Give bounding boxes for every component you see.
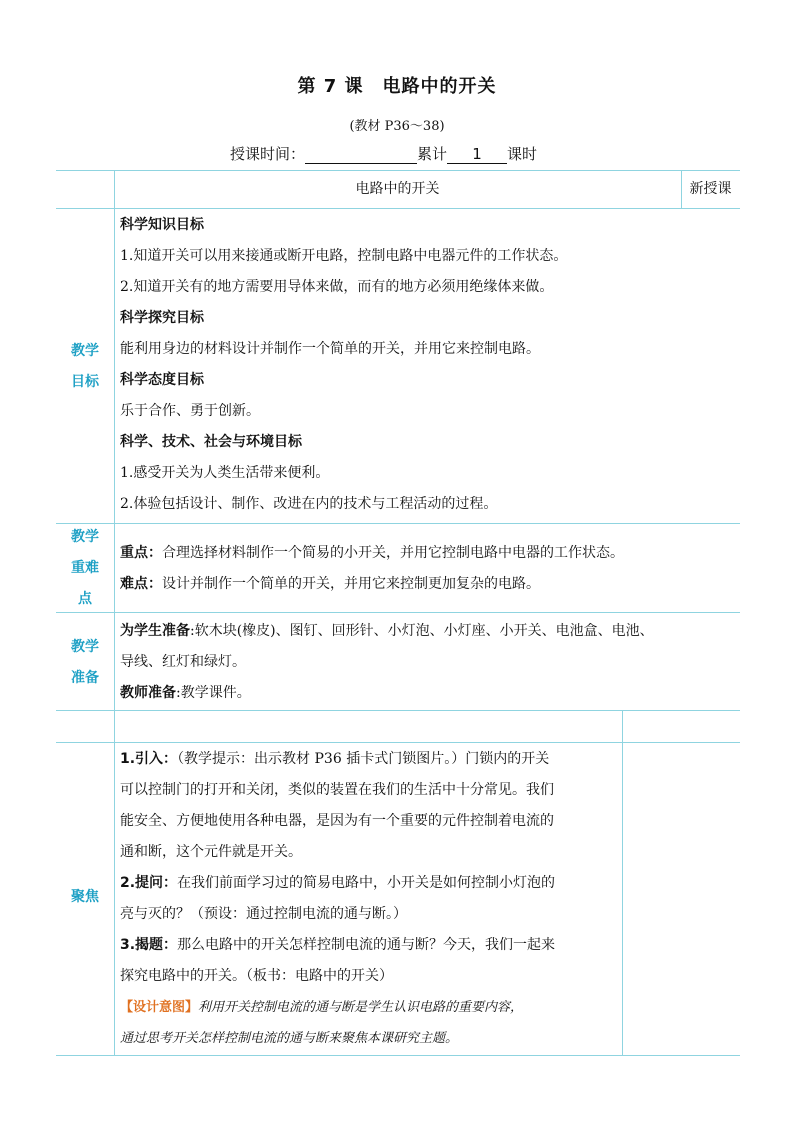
focus-label: 聚焦 xyxy=(71,889,99,905)
topic-cell: 电路中的开关 xyxy=(355,181,440,197)
intro-label: 1.引入： xyxy=(120,751,178,767)
intro-text: 可以控制门的打开和关闭，类似的装置在我们的生活中十分常见。我们 xyxy=(120,782,554,798)
design-intent-text: 通过思考开关怎样控制电流的通与断来聚焦本课研究主题。 xyxy=(120,1031,459,1046)
hours-label: 课时 xyxy=(507,145,538,163)
design-intent-tag: 【设计意图】 xyxy=(120,1000,199,1015)
reveal-text: 探究电路中的开关。（板书：电路中的开关） xyxy=(120,968,393,984)
table-line xyxy=(56,710,740,711)
lesson-title: 第 7 课 电路中的开关 xyxy=(297,76,497,97)
objectives-label xyxy=(56,336,114,398)
table-line xyxy=(114,170,115,1055)
time-label: 授课时间： xyxy=(230,145,306,163)
table-line xyxy=(56,170,740,171)
lesson-time-line xyxy=(230,143,537,164)
objectives-label-line: 目标 xyxy=(71,374,99,390)
table-line xyxy=(56,612,740,613)
objective-line: 1.知道开关可以用来接通或断开电路，控制电路中电器元件的工作状态。 xyxy=(120,248,568,264)
objective-line: 能利用身边的材料设计并制作一个简单的开关，并用它来控制电路。 xyxy=(120,341,540,357)
sts-heading: 科学、技术、社会与环境目标 xyxy=(120,434,302,450)
intro-text: 通和断，这个元件就是开关。 xyxy=(120,844,302,860)
table-line xyxy=(56,742,740,743)
objective-line: 2.知道开关有的地方需要用导体来做，而有的地方必须用绝缘体来做。 xyxy=(120,279,554,295)
table-line xyxy=(56,1055,740,1056)
question-text: 在我们前面学习过的简易电路中，小开关是如何控制小灯泡的 xyxy=(177,875,556,891)
textbook-pages: (教材 P36～38) xyxy=(349,119,445,134)
intro-text: 能安全、方便地使用各种电器，是因为有一个重要的元件控制着电流的 xyxy=(120,813,554,829)
key-text: 合理选择材料制作一个简易的小开关，并用它控制电路中电器的工作状态。 xyxy=(162,545,624,561)
question-text: 亮与灭的？（预设：通过控制电流的通与断。） xyxy=(120,906,407,922)
objectives-cell xyxy=(120,210,732,520)
table-line xyxy=(622,710,623,1055)
student-prep-text: 导线、红灯和绿灯。 xyxy=(120,654,246,670)
inquiry-heading: 科学探究目标 xyxy=(120,310,204,326)
objective-line: 乐于合作、勇于创新。 xyxy=(120,403,260,419)
prep-cell xyxy=(120,616,732,709)
objective-line: 2.体验包括设计、制作、改进在内的技术与工程活动的过程。 xyxy=(120,496,498,512)
question-label: 2.提问： xyxy=(120,875,178,891)
keypoints-label xyxy=(56,522,114,615)
focus-cell xyxy=(120,744,620,1054)
total-value: 1 xyxy=(447,145,507,164)
key-label: 重点： xyxy=(120,545,162,561)
prep-label-line: 教学 xyxy=(71,639,99,655)
prep-label-line: 准备 xyxy=(71,670,99,686)
keypoints-label-line: 教学 xyxy=(71,529,99,545)
knowledge-heading: 科学知识目标 xyxy=(120,217,204,233)
teacher-prep-text: :教学课件。 xyxy=(176,685,251,701)
prep-label xyxy=(56,632,114,694)
lesson-type-cell: 新授课 xyxy=(689,181,732,197)
total-label: 累计 xyxy=(417,145,448,163)
teacher-prep-label: 教师准备 xyxy=(120,685,176,701)
time-blank xyxy=(305,145,417,164)
intro-text: （教学提示：出示教材 P36 插卡式门锁图片。）门锁内的开关 xyxy=(177,751,550,767)
objective-line: 1.感受开关为人类生活带来便利。 xyxy=(120,465,330,481)
reveal-text: 那么电路中的开关怎样控制电流的通与断？今天，我们一起来 xyxy=(177,937,556,953)
design-intent-text: 利用开关控制电流的通与断是学生认识电路的重要内容， xyxy=(198,1000,524,1015)
attitude-heading: 科学态度目标 xyxy=(120,372,204,388)
keypoints-label-line: 重难 xyxy=(71,560,99,576)
student-prep-text: :软木块(橡皮)、图钉、回形针、小灯泡、小灯座、小开关、电池盒、电池、 xyxy=(190,623,654,639)
objectives-label-line: 教学 xyxy=(71,343,99,359)
keypoints-cell xyxy=(120,538,732,600)
table-line xyxy=(56,523,740,524)
hard-text: 设计并制作一个简单的开关，并用它来控制更加复杂的电路。 xyxy=(162,576,540,592)
lesson-plan-table xyxy=(56,170,740,1060)
keypoints-label-line: 点 xyxy=(78,591,92,607)
student-prep-label: 为学生准备 xyxy=(120,623,190,639)
reveal-label: 3.揭题： xyxy=(120,937,178,953)
hard-label: 难点： xyxy=(120,576,162,592)
table-line xyxy=(56,208,740,209)
